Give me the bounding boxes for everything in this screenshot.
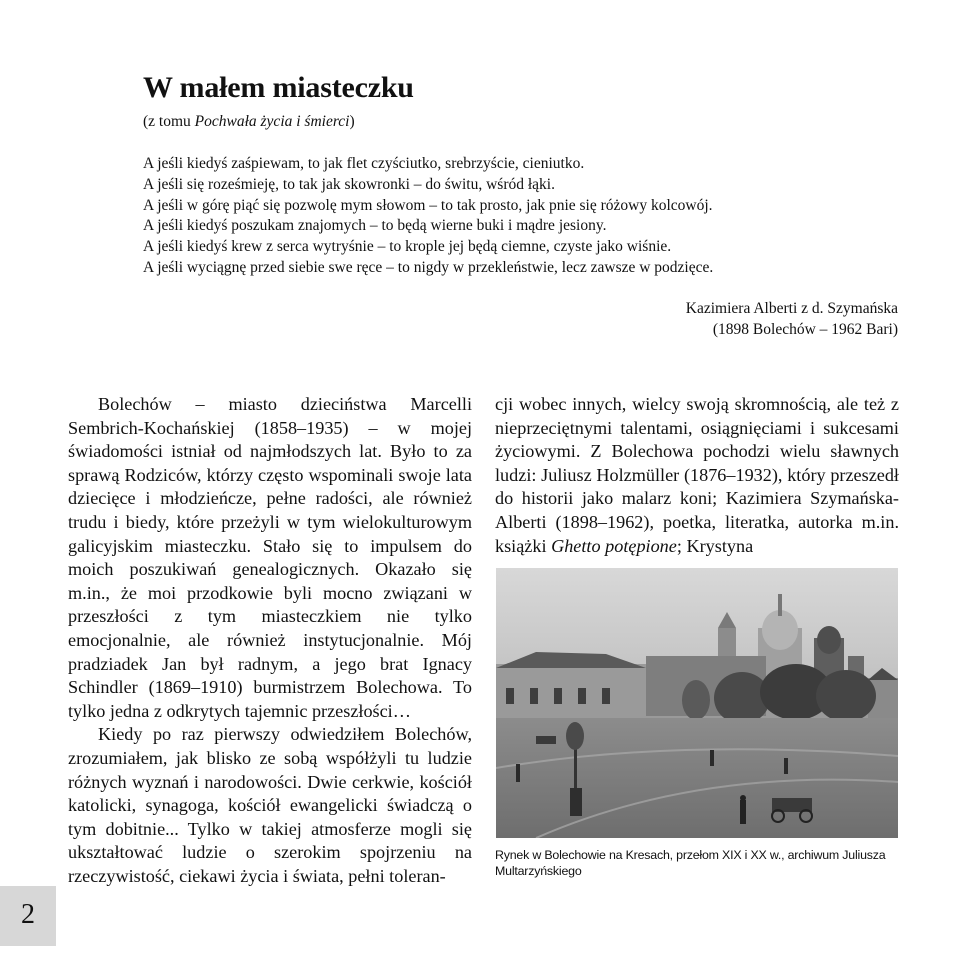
poem-line: A jeśli się roześmieję, to tak jak skowronki – do świtu, wśród łąki. — [143, 175, 555, 193]
body-paragraph — [495, 393, 899, 558]
author-name: Kazimiera Alberti z d. Szymańska — [685, 300, 898, 317]
poem-source-book: Pochwała życia i śmierci — [194, 113, 350, 130]
author-dates: (1898 Bolechów – 1962 Bari) — [712, 320, 898, 338]
poem-line: A jeśli w górę piąć się pozwolę mym słowom – to tak prosto, jak pnie się różowy kolcowój. — [143, 196, 713, 214]
poem-source — [143, 112, 355, 132]
poem-line: A jeśli kiedyś krew z serca wytryśnie – to krople jej będą ciemne, czyste jako wiśnie. — [143, 238, 672, 256]
photo-caption: Rynek w Bolechowie na Kresach, przełom XIX i XX w., archiwum Juliusza Multarzyńskiego — [495, 848, 886, 879]
article-title: W małem miasteczku — [143, 71, 414, 104]
text-column-left — [68, 393, 472, 888]
body-paragraph: Kiedy po raz pierwszy odwiedziłem Bolechów, zrozumiałem, jak blisko ze sobą współżyli tu ludzie różnych wyznań i narodowości. Dwie cerkwie, kościół katolicki, synagoga, kościół ewangelicki świadczą o tym dobitnie... Tylko w takiej atmosferze mogli się ukształtować ludzie o szerokim spojrzeniu na rzeczywistość, ciekawi życia i świata, pełni toleran- — [68, 724, 472, 886]
body-text: cji wobec innych, wielcy swoją skromnością, ale też z nieprzeciętnymi talentami, osiągnięciami i sukcesami życiowymi. Z Bolechowa pochodzi wielu sławnych ludzi: Juliusz Holzmüller (1876–1932), który przeszedł do historii jako malarz koni; Kazimiera Szymańska-Alberti (1898–1962), poetka, literatka, autorka m.in. książki — [495, 394, 899, 556]
poem-line: A jeśli kiedyś zaśpiewam, to jak flet czyściutko, srebrzyście, cieniutko. — [143, 155, 585, 172]
book-title: Ghetto potępione — [551, 535, 677, 556]
poem-author — [686, 299, 898, 340]
body-text: ; Krystyna — [676, 535, 754, 556]
poem — [143, 154, 903, 279]
poem-source-suffix: ) — [349, 113, 355, 130]
historic-photo — [496, 568, 898, 838]
body-paragraph: Bolechów – miasto dzieciństwa Marcelli Sembrich-Kochańskiej (1858–1935) – w mojej świadomości istniał od najmłodszych lat. Było to za sprawą Rodziców, którzy często wspominali swoje lata dziecięce i młodzieńcze, pełne radości, ale również trudu i biedy, które przeżyli w tym wielokulturowym galicyjskim miasteczku. Stało się to impulsem do moich poszukiwań genealogicznych. Okazało się m.in., że moi przodkowie byli mocno związani w przeszłości z tym miasteczkiem nie tylko emocjonalnie, ale również instytucjonalnie. Mój pradziadek Jan był radnym, a jego brat Ignacy Schindler (1869–1910) burmistrzem Bolechowa. To tylko jedna z odkrytych tajemnic przeszłości… — [68, 394, 472, 721]
text-column-right — [495, 393, 899, 558]
poem-line: A jeśli kiedyś poszukam znajomych – to będą wierne buki i mądre jesiony. — [143, 217, 607, 235]
photo-town-square — [496, 568, 898, 838]
page-number: 2 — [21, 899, 35, 930]
poem-source-prefix: (z tomu — [143, 113, 195, 130]
poem-line: A jeśli wyciągnę przed siebie swe ręce – to nigdy w przekleństwie, lecz zawsze w podzięce. — [143, 258, 714, 276]
